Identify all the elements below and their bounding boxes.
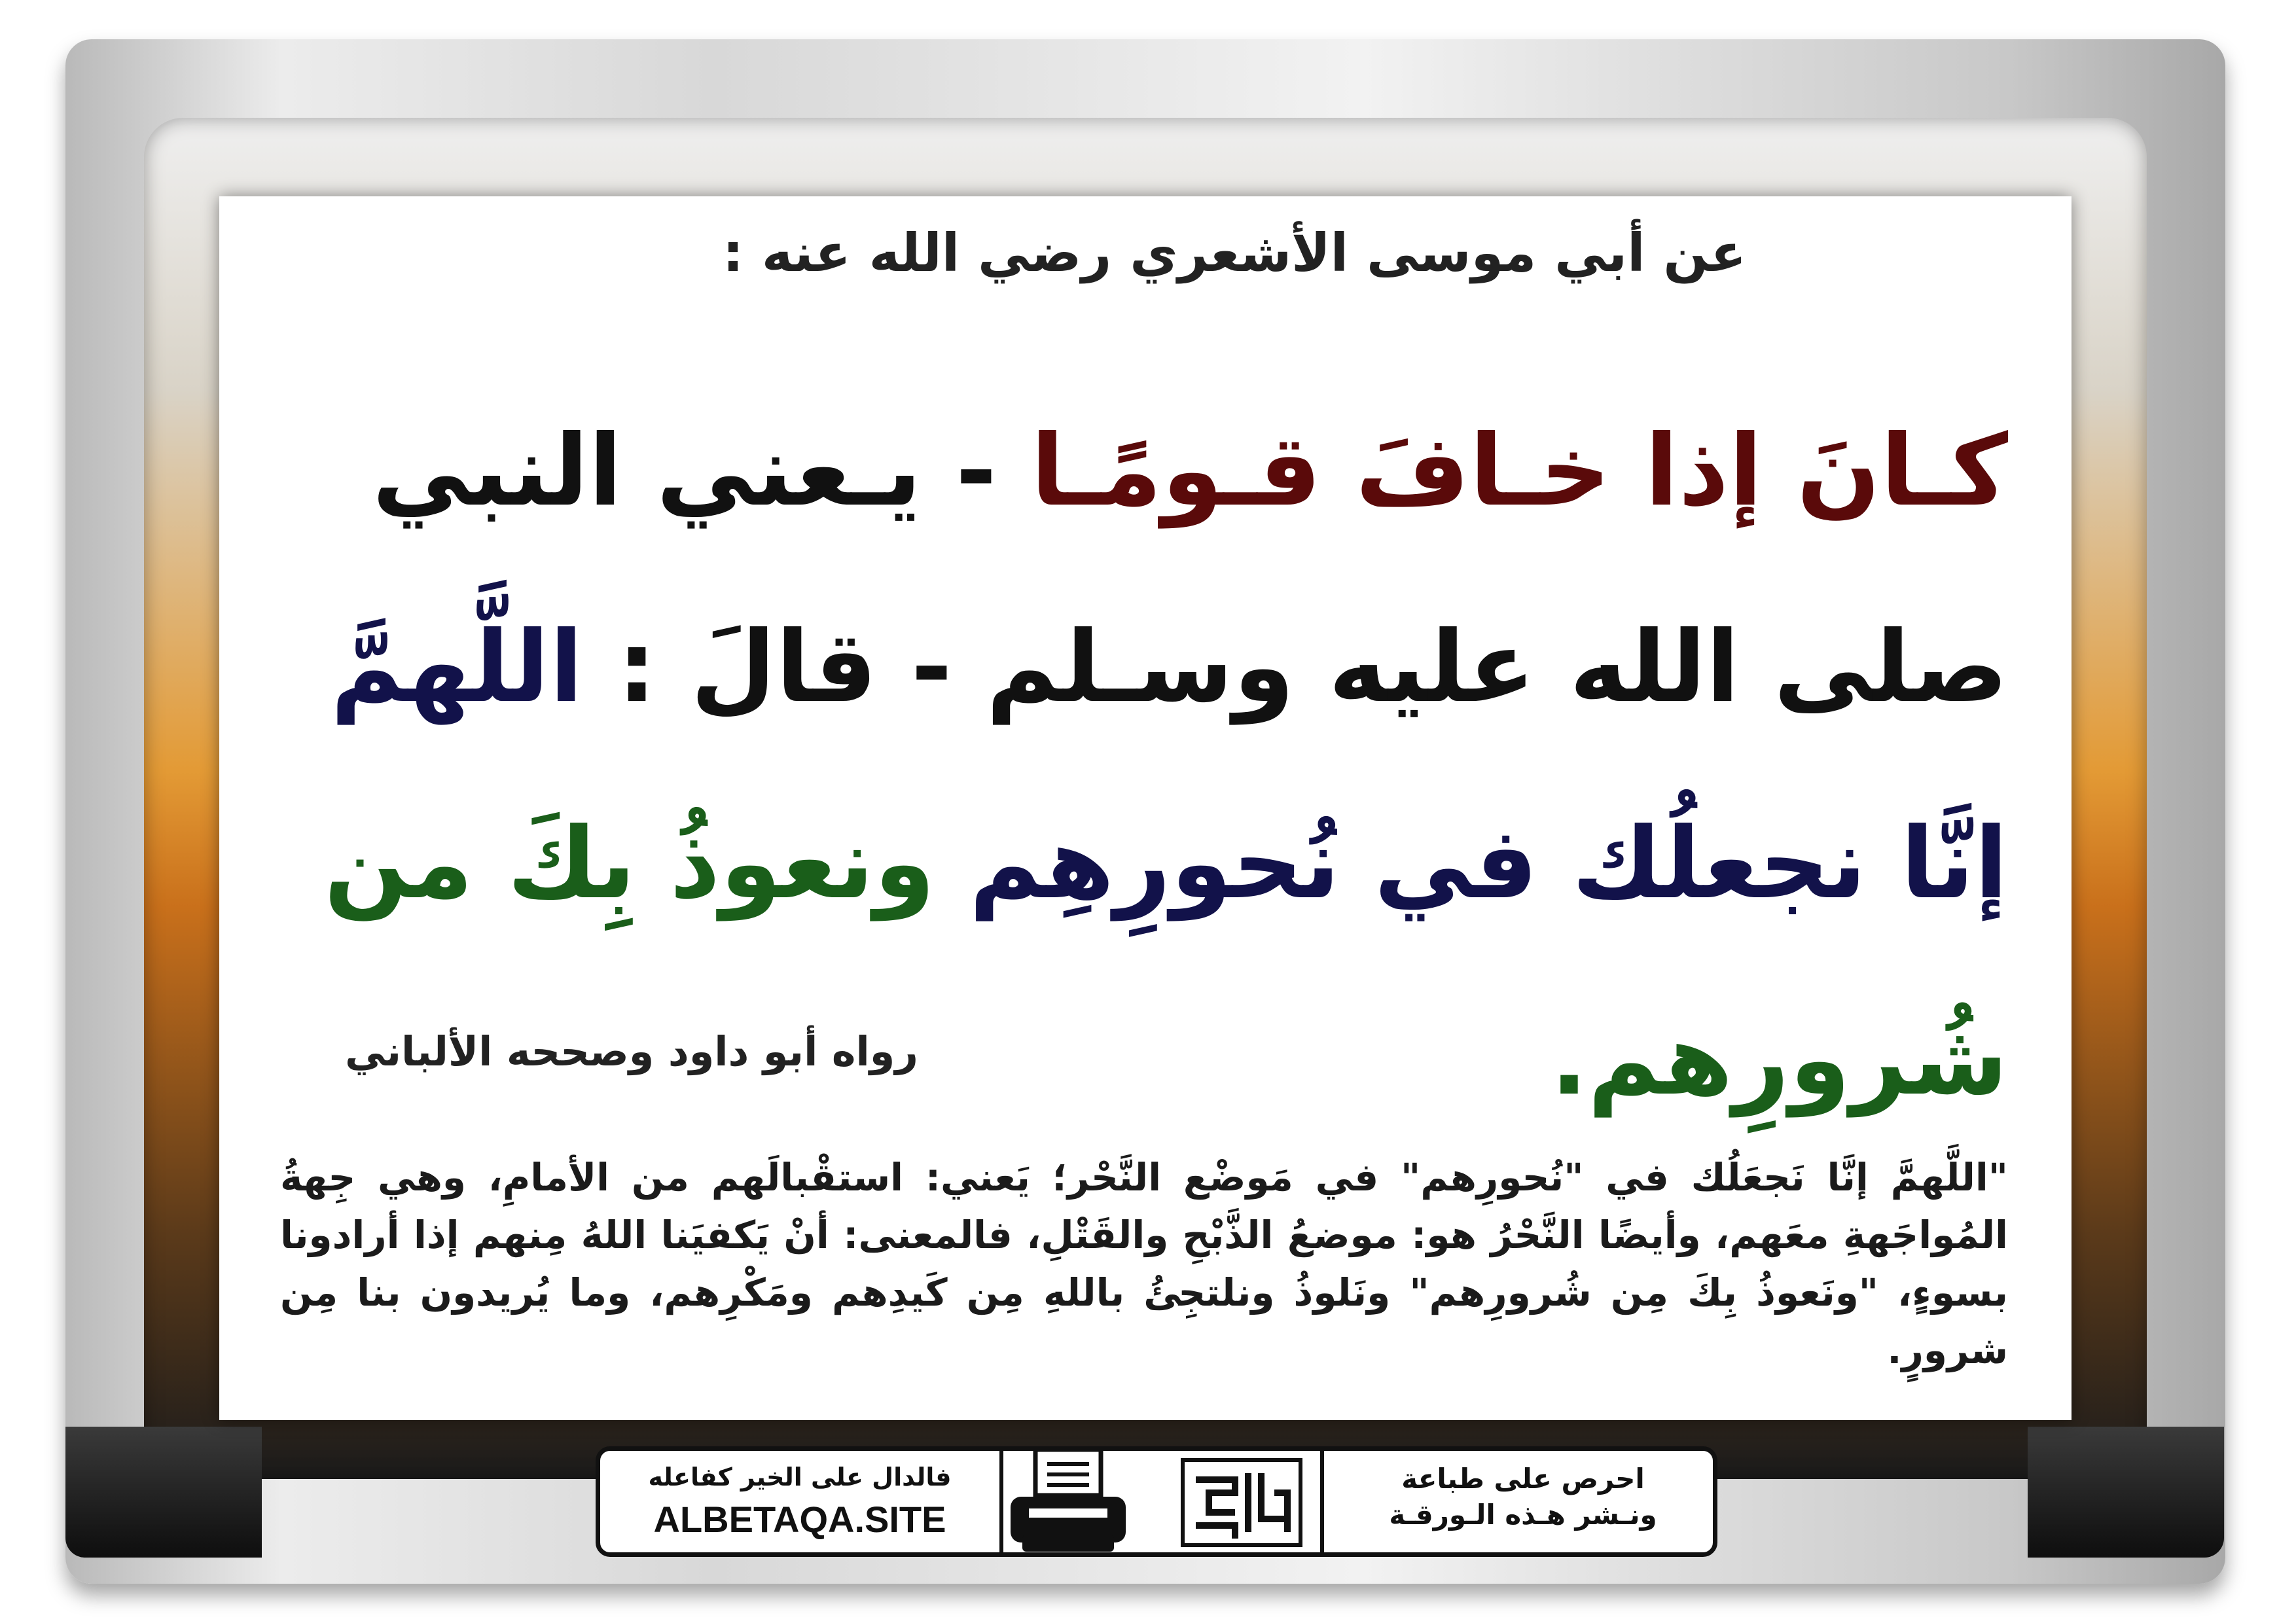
hadith-part-intro: كـانَ إذا خـافَ قـومًـا [1030, 414, 2008, 528]
frame-corner-left [65, 1427, 262, 1558]
footer-note-line2: ونـشر هـذه الـورقـة [1389, 1499, 1657, 1531]
footer-bar [596, 1446, 1717, 1557]
hadith-part-dua: اللَّهمَّ إنَّا نجعلُك في نُحورِهِم [331, 611, 2008, 921]
footer-cta: فالدال على الخير كفاعله [648, 1463, 952, 1491]
printer-icon [1003, 1443, 1134, 1558]
footer-divider-right [1320, 1451, 1324, 1552]
dawatuna-logo [1176, 1454, 1307, 1552]
hadith-part-refuge: ونعوذُ بِكَ من شُرورِهم. [324, 807, 2008, 1117]
hadith-part-context: - يـعني النبي صلى الله عليه وسـلم - قالَ : [372, 414, 2008, 724]
frame-corner-right [2028, 1427, 2224, 1558]
footer-note-line1: احرص على طباعة [1401, 1463, 1645, 1495]
footer-site-block[interactable] [600, 1451, 999, 1552]
footer-print-note [1333, 1451, 1713, 1552]
explanation-text: "اللَّهمَّ إنَّا نَجعَلُك في "نُحورِهم" في مَوضْع النَّحْر؛ يَعني: استقْبالَهم من الأمامِ، وهي جِهةُ المُواجَهةِ معَهم، وأيضًا النَّحْرُ هو: موضعُ الذَّبْحِ والقَتْلِ، فالمعنى: أنْ يَكفيَنا اللهُ مِنهم إذا أرادونا بسوءٍ، "ونَعوذُ بِكَ مِن شُرورِهم" ونَلوذُ ونلتجِئُ باللهِ مِن كَيدِهم ومَكْرِهم، وما يُريدون بنا مِن شرورٍ. [280, 1155, 2008, 1372]
footer-site-link[interactable]: ALBETAQA.SITE [653, 1499, 946, 1540]
narrator-line: عن أبي موسى الأشعري رضي الله عنه : [723, 223, 1746, 283]
hadith-source: رواه أبو داود وصححه الألباني [345, 1027, 918, 1075]
